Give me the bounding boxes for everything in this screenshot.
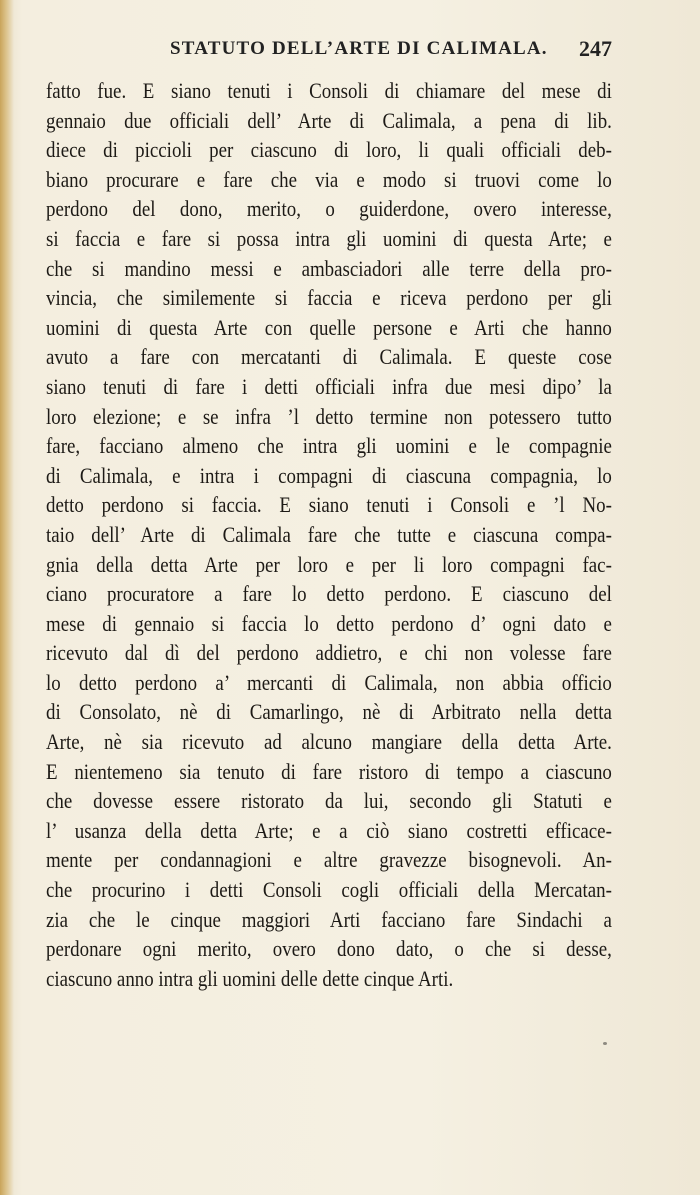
text-line: di Calimala, e intra i compagni di ciascuna compagnia, lo	[46, 462, 612, 488]
text-line: perdonare ogni merito, overo dono dato, o che si desse,	[46, 936, 612, 962]
text-line: ciascuno anno intra gli uomini delle dette cinque Arti.	[46, 965, 454, 991]
text-line: mese di gennaio si faccia lo detto perdono d’ ogni dato e	[46, 610, 612, 636]
text-line: E nientemeno sia tenuto di fare ristoro di tempo a ciascuno	[46, 758, 612, 784]
text-line: zia che le cinque maggiori Arti facciano fare Sindachi a	[46, 906, 612, 932]
text-line: detto perdono si faccia. E siano tenuti i Consoli e ’l No-	[46, 492, 612, 518]
text-line: fatto fue. E siano tenuti i Consoli di chiamare del mese di	[46, 78, 612, 103]
running-title: STATUTO DELL’ARTE DI CALIMALA.	[170, 38, 548, 59]
text-line: perdono del dono, merito, o guiderdone, overo interesse,	[46, 196, 612, 222]
text-line: taio dell’ Arte di Calimala fare che tutte e ciascuna compa-	[46, 521, 612, 547]
text-line: gennaio due officiali dell’ Arte di Calimala, a pena di lib.	[46, 107, 612, 133]
paper-speck	[603, 1042, 607, 1045]
text-line: diece di piccioli per ciascuno di loro, li quali officiali deb-	[46, 137, 612, 163]
text-line: siano tenuti di fare i detti officiali infra due mesi dipo’ la	[46, 373, 612, 399]
text-line: che dovesse essere ristorato da lui, secondo gli Statuti e	[46, 788, 612, 814]
body-text	[46, 76, 612, 993]
text-line: avuto a fare con mercatanti di Calimala. E queste cose	[46, 344, 612, 370]
text-line: vincia, che similemente si faccia e riceva perdono per gli	[46, 285, 612, 311]
text-line: ricevuto dal dì del perdono addietro, e chi non volesse fare	[46, 640, 612, 666]
text-line: che si mandino messi e ambasciadori alle terre della pro-	[46, 255, 612, 281]
text-line: biano procurare e fare che via e modo si truovi come lo	[46, 166, 612, 192]
text-line: uomini di questa Arte con quelle persone e Arti che hanno	[46, 314, 612, 340]
text-line: mente per condannagioni e altre gravezze bisognevoli. An-	[46, 847, 612, 873]
page-number: 247	[579, 36, 612, 61]
binding-edge	[0, 0, 14, 1195]
text-line: fare, facciano almeno che intra gli uomini e le compagnie	[46, 433, 612, 459]
text-line: loro elezione; e se infra ’l detto termine non potessero tutto	[46, 403, 612, 429]
text-line: ciano procuratore a fare lo detto perdono. E ciascuno del	[46, 581, 612, 607]
text-line: che procurino i detti Consoli cogli officiali della Mercatan-	[46, 877, 612, 903]
running-head	[46, 38, 612, 68]
text-line: di Consolato, nè di Camarlingo, nè di Arbitrato nella detta	[46, 699, 612, 725]
text-line: Arte, nè sia ricevuto ad alcuno mangiare della detta Arte.	[46, 729, 612, 755]
text-line: gnia della detta Arte per loro e per li loro compagni fac-	[46, 551, 612, 577]
text-line: lo detto perdono a’ mercanti di Calimala, non abbia officio	[46, 669, 612, 695]
text-line: l’ usanza della detta Arte; e a ciò siano costretti efficace-	[46, 817, 612, 843]
text-line: si faccia e fare si possa intra gli uomini di questa Arte; e	[46, 225, 612, 251]
